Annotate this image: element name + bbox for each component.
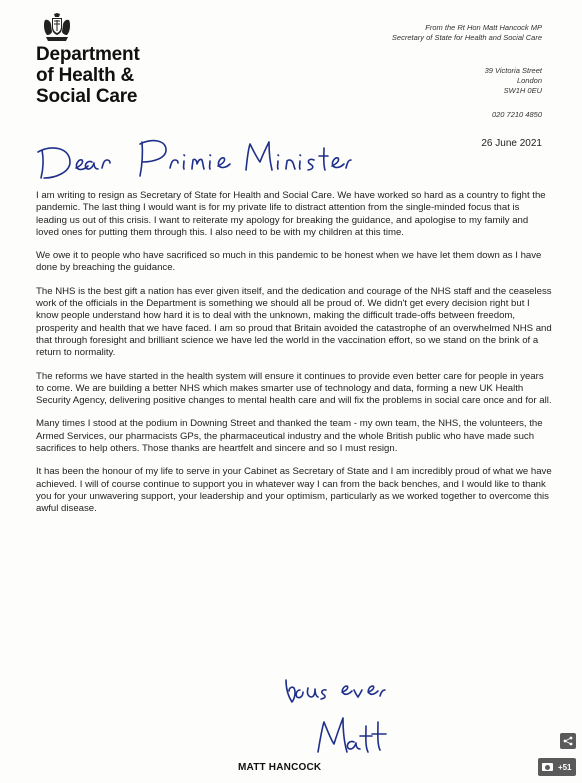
department-line: Social Care xyxy=(36,86,138,107)
handwritten-salutation xyxy=(32,132,352,184)
address-block xyxy=(485,66,542,96)
letter-date: 26 June 2021 xyxy=(481,138,542,149)
body-paragraph: The NHS is the best gift a nation has ever given itself, and the dedication and courage of the NHS staff and the ceaseless work of the officials in the Department is something we should all be proud of. We didn't get every decision right but I know people understand how hard it is to deal with the unknown, making the difficult trade-offs between freedom, prosperity and health that we have faced. I am so proud that Britain avoided the catastrophe of an overwhelmed NHS and that through foresight and brilliant science we have led the world in the vaccination effort, so we stand on the brink of a return to normality. xyxy=(36,285,552,359)
sender-line: Secretary of State for Health and Social Care xyxy=(391,33,542,42)
gallery-count: +51 xyxy=(557,762,572,772)
royal-coat-of-arms-icon xyxy=(40,12,74,44)
camera-icon xyxy=(542,763,553,771)
share-icon xyxy=(563,736,573,746)
share-button[interactable] xyxy=(560,733,576,749)
address-line: 39 Victoria Street xyxy=(484,66,542,75)
department-line: of Health & xyxy=(36,65,135,86)
body-paragraph: I am writing to resign as Secretary of State for Health and Social Care. We have worked so hard as a country to fight the pandemic. The last thing I would want is for my private life to distract attention from the single-minded focus that is leading us out of this crisis. I want to reiterate my apology for breaking the guidance, and apologise to my family and loved ones for putting them through this. I also need to be with my children at this time. xyxy=(36,190,546,238)
address-line: London xyxy=(516,76,542,85)
sender-line: From the Rt Hon Matt Hancock MP xyxy=(425,23,542,32)
signatory-name: MATT HANCOCK xyxy=(238,762,322,773)
department-name xyxy=(36,44,140,107)
sender-block xyxy=(392,23,542,43)
body-paragraph: Many times I stood at the podium in Downing Street and thanked the team - my own team, the NHS, the volunteers, the Armed Services, our pharmacists GPs, the pharmaceutical industry and the whole British public who have made such sacrifices to help others. Those thanks are heartfelt and sincere and so I must resign. xyxy=(36,418,543,455)
gallery-button[interactable] xyxy=(538,758,576,776)
body-paragraph: The reforms we have started in the health system will ensure it continues to provide even better care for people in years to come. We are building a better NHS which makes smarter use of technology and data, forming a new UK Health Security Agency, delivering positive changes to mental health care and will fix the problems in social care once and for all. xyxy=(36,370,552,407)
body-paragraph: We owe it to people who have sacrificed so much in this pandemic to be honest when we have let them down as I have done by breaching the guidance. xyxy=(36,250,542,274)
department-line: Department xyxy=(36,44,140,65)
address-line: SW1H 0EU xyxy=(503,86,542,95)
body-paragraph: It has been the honour of my life to serve in your Cabinet as Secretary of State and I am incredibly proud of what we have achieved. I will of course continue to support you in whatever way I can from the back benches, and I would like to thank you for your unwavering support, your leadership and your optimism, particularly as we worked together to overcome this awful disease. xyxy=(36,466,552,515)
letter-body xyxy=(36,190,552,527)
phone-number: 020 7210 4850 xyxy=(491,110,542,119)
